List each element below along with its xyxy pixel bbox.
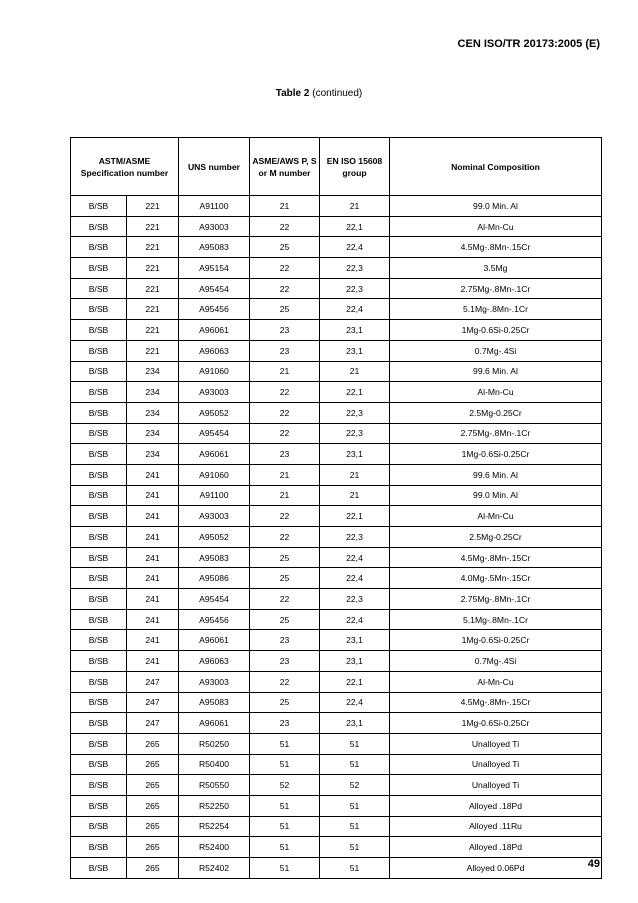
cell-en-group: 22,1 bbox=[320, 671, 390, 692]
cell-spec-prefix: B/SB bbox=[71, 589, 127, 610]
table-row bbox=[71, 733, 602, 754]
cell-spec-number: 241 bbox=[127, 485, 179, 506]
cell-en-group: 22,3 bbox=[320, 423, 390, 444]
table-row bbox=[71, 464, 602, 485]
cell-asme-aws: 22 bbox=[250, 278, 320, 299]
cell-uns: A96061 bbox=[179, 320, 250, 341]
header-en-iso-group: EN ISO 15608 group bbox=[320, 138, 390, 196]
cell-asme-aws: 21 bbox=[250, 361, 320, 382]
cell-nominal-composition: Alloyed .11Ru bbox=[390, 816, 602, 837]
table-body bbox=[71, 196, 602, 879]
cell-asme-aws: 23 bbox=[250, 713, 320, 734]
cell-nominal-composition: Al-Mn-Cu bbox=[390, 506, 602, 527]
cell-en-group: 51 bbox=[320, 816, 390, 837]
cell-asme-aws: 52 bbox=[250, 775, 320, 796]
cell-spec-prefix: B/SB bbox=[71, 837, 127, 858]
cell-asme-aws: 22 bbox=[250, 216, 320, 237]
material-spec-table bbox=[70, 137, 602, 879]
cell-uns: R52400 bbox=[179, 837, 250, 858]
cell-asme-aws: 25 bbox=[250, 547, 320, 568]
cell-en-group: 22,4 bbox=[320, 237, 390, 258]
table-row bbox=[71, 237, 602, 258]
cell-asme-aws: 22 bbox=[250, 671, 320, 692]
cell-nominal-composition: 99.6 Min. Al bbox=[390, 464, 602, 485]
document-id: CEN ISO/TR 20173:2005 (E) bbox=[457, 38, 600, 50]
cell-spec-prefix: B/SB bbox=[71, 340, 127, 361]
cell-spec-prefix: B/SB bbox=[71, 444, 127, 465]
cell-spec-prefix: B/SB bbox=[71, 506, 127, 527]
cell-nominal-composition: Unalloyed Ti bbox=[390, 754, 602, 775]
cell-nominal-composition: 2.75Mg-.8Mn-.1Cr bbox=[390, 423, 602, 444]
cell-asme-aws: 25 bbox=[250, 692, 320, 713]
cell-nominal-composition: 4.5Mg-.8Mn-.15Cr bbox=[390, 547, 602, 568]
header-nominal-composition: Nominal Composition bbox=[390, 138, 602, 196]
cell-en-group: 22,3 bbox=[320, 278, 390, 299]
cell-spec-prefix: B/SB bbox=[71, 733, 127, 754]
cell-asme-aws: 51 bbox=[250, 816, 320, 837]
cell-nominal-composition: 2.5Mg-0.25Cr bbox=[390, 402, 602, 423]
cell-uns: A95454 bbox=[179, 589, 250, 610]
cell-uns: A95083 bbox=[179, 547, 250, 568]
cell-spec-number: 234 bbox=[127, 402, 179, 423]
page-number: 49 bbox=[587, 858, 600, 870]
table-row bbox=[71, 651, 602, 672]
cell-spec-number: 265 bbox=[127, 837, 179, 858]
cell-spec-prefix: B/SB bbox=[71, 630, 127, 651]
cell-en-group: 51 bbox=[320, 795, 390, 816]
cell-spec-number: 265 bbox=[127, 754, 179, 775]
cell-en-group: 21 bbox=[320, 361, 390, 382]
cell-spec-number: 234 bbox=[127, 361, 179, 382]
table-row bbox=[71, 485, 602, 506]
cell-spec-number: 265 bbox=[127, 775, 179, 796]
cell-en-group: 22,3 bbox=[320, 589, 390, 610]
cell-asme-aws: 25 bbox=[250, 299, 320, 320]
cell-spec-prefix: B/SB bbox=[71, 464, 127, 485]
cell-spec-prefix: B/SB bbox=[71, 775, 127, 796]
cell-en-group: 22,4 bbox=[320, 299, 390, 320]
cell-spec-number: 241 bbox=[127, 506, 179, 527]
cell-spec-number: 221 bbox=[127, 237, 179, 258]
table-header-row bbox=[71, 138, 602, 196]
cell-spec-prefix: B/SB bbox=[71, 858, 127, 879]
table-caption bbox=[0, 88, 638, 99]
cell-en-group: 23,1 bbox=[320, 444, 390, 465]
table-row bbox=[71, 609, 602, 630]
cell-en-group: 23,1 bbox=[320, 630, 390, 651]
cell-spec-number: 241 bbox=[127, 527, 179, 548]
cell-spec-prefix: B/SB bbox=[71, 237, 127, 258]
cell-nominal-composition: Unalloyed Ti bbox=[390, 733, 602, 754]
cell-nominal-composition: Alloyed .18Pd bbox=[390, 795, 602, 816]
cell-spec-prefix: B/SB bbox=[71, 402, 127, 423]
cell-en-group: 22,4 bbox=[320, 547, 390, 568]
table-row bbox=[71, 775, 602, 796]
cell-spec-prefix: B/SB bbox=[71, 485, 127, 506]
cell-nominal-composition: Alloyed 0.06Pd bbox=[390, 858, 602, 879]
cell-asme-aws: 51 bbox=[250, 837, 320, 858]
table-row bbox=[71, 671, 602, 692]
table-row bbox=[71, 361, 602, 382]
table-row bbox=[71, 320, 602, 341]
cell-uns: A96061 bbox=[179, 444, 250, 465]
table-caption-label: Table 2 bbox=[275, 88, 310, 99]
table-row bbox=[71, 196, 602, 217]
cell-spec-number: 221 bbox=[127, 320, 179, 341]
cell-nominal-composition: Al-Mn-Cu bbox=[390, 671, 602, 692]
cell-en-group: 22,3 bbox=[320, 258, 390, 279]
cell-uns: A96063 bbox=[179, 651, 250, 672]
header-astm-spec: ASTM/ASME Specification number bbox=[71, 138, 179, 196]
cell-nominal-composition: 4.5Mg-.8Mn-.15Cr bbox=[390, 237, 602, 258]
table-row bbox=[71, 816, 602, 837]
cell-asme-aws: 51 bbox=[250, 733, 320, 754]
cell-spec-number: 241 bbox=[127, 547, 179, 568]
cell-uns: A95083 bbox=[179, 692, 250, 713]
table-row bbox=[71, 692, 602, 713]
table-row bbox=[71, 547, 602, 568]
cell-spec-prefix: B/SB bbox=[71, 795, 127, 816]
cell-en-group: 23,1 bbox=[320, 651, 390, 672]
cell-spec-number: 241 bbox=[127, 568, 179, 589]
cell-uns: A91060 bbox=[179, 361, 250, 382]
cell-spec-number: 221 bbox=[127, 299, 179, 320]
cell-uns: A95052 bbox=[179, 402, 250, 423]
cell-spec-prefix: B/SB bbox=[71, 547, 127, 568]
cell-nominal-composition: 1Mg-0.6Si-0.25Cr bbox=[390, 713, 602, 734]
cell-spec-prefix: B/SB bbox=[71, 320, 127, 341]
cell-spec-prefix: B/SB bbox=[71, 216, 127, 237]
cell-asme-aws: 51 bbox=[250, 795, 320, 816]
cell-nominal-composition: 0.7Mg-.4Si bbox=[390, 651, 602, 672]
cell-en-group: 22,4 bbox=[320, 692, 390, 713]
cell-spec-prefix: B/SB bbox=[71, 258, 127, 279]
cell-asme-aws: 25 bbox=[250, 568, 320, 589]
cell-uns: A95052 bbox=[179, 527, 250, 548]
cell-asme-aws: 22 bbox=[250, 382, 320, 403]
cell-asme-aws: 23 bbox=[250, 651, 320, 672]
cell-spec-number: 265 bbox=[127, 733, 179, 754]
cell-en-group: 22,3 bbox=[320, 402, 390, 423]
cell-uns: A95154 bbox=[179, 258, 250, 279]
table-row bbox=[71, 382, 602, 403]
cell-uns: A91100 bbox=[179, 485, 250, 506]
cell-asme-aws: 22 bbox=[250, 527, 320, 548]
cell-spec-prefix: B/SB bbox=[71, 423, 127, 444]
cell-uns: A95454 bbox=[179, 423, 250, 444]
cell-en-group: 23,1 bbox=[320, 340, 390, 361]
table-row bbox=[71, 444, 602, 465]
cell-asme-aws: 23 bbox=[250, 340, 320, 361]
cell-spec-prefix: B/SB bbox=[71, 671, 127, 692]
cell-en-group: 23,1 bbox=[320, 713, 390, 734]
cell-spec-prefix: B/SB bbox=[71, 713, 127, 734]
cell-nominal-composition: 2.75Mg-.8Mn-.1Cr bbox=[390, 278, 602, 299]
cell-en-group: 22,3 bbox=[320, 527, 390, 548]
cell-nominal-composition: 1Mg-0.6Si-0.25Cr bbox=[390, 630, 602, 651]
cell-asme-aws: 23 bbox=[250, 320, 320, 341]
cell-en-group: 51 bbox=[320, 837, 390, 858]
cell-en-group: 52 bbox=[320, 775, 390, 796]
cell-en-group: 51 bbox=[320, 754, 390, 775]
cell-nominal-composition: Alloyed .18Pd bbox=[390, 837, 602, 858]
cell-spec-prefix: B/SB bbox=[71, 754, 127, 775]
cell-spec-number: 241 bbox=[127, 464, 179, 485]
cell-uns: A93003 bbox=[179, 671, 250, 692]
cell-nominal-composition: 4.0Mg-.5Mn-.15Cr bbox=[390, 568, 602, 589]
cell-nominal-composition: 1Mg-0.6Si-0.25Cr bbox=[390, 444, 602, 465]
cell-spec-prefix: B/SB bbox=[71, 382, 127, 403]
table-row bbox=[71, 340, 602, 361]
cell-en-group: 22,1 bbox=[320, 216, 390, 237]
cell-spec-prefix: B/SB bbox=[71, 361, 127, 382]
cell-spec-number: 221 bbox=[127, 340, 179, 361]
cell-nominal-composition: 2.75Mg-.8Mn-.1Cr bbox=[390, 589, 602, 610]
cell-asme-aws: 23 bbox=[250, 444, 320, 465]
cell-uns: R52402 bbox=[179, 858, 250, 879]
cell-asme-aws: 25 bbox=[250, 609, 320, 630]
cell-nominal-composition: 99.6 Min. Al bbox=[390, 361, 602, 382]
cell-spec-prefix: B/SB bbox=[71, 609, 127, 630]
cell-spec-number: 221 bbox=[127, 216, 179, 237]
cell-uns: A96063 bbox=[179, 340, 250, 361]
cell-uns: A96061 bbox=[179, 713, 250, 734]
cell-en-group: 21 bbox=[320, 196, 390, 217]
cell-uns: R50250 bbox=[179, 733, 250, 754]
cell-nominal-composition: 99.0 Min. Al bbox=[390, 196, 602, 217]
cell-asme-aws: 25 bbox=[250, 237, 320, 258]
table-row bbox=[71, 713, 602, 734]
cell-asme-aws: 22 bbox=[250, 258, 320, 279]
cell-spec-prefix: B/SB bbox=[71, 527, 127, 548]
cell-spec-number: 265 bbox=[127, 816, 179, 837]
header-uns-number: UNS number bbox=[179, 138, 250, 196]
cell-asme-aws: 21 bbox=[250, 464, 320, 485]
cell-en-group: 22,4 bbox=[320, 568, 390, 589]
cell-nominal-composition: 2.5Mg-0.25Cr bbox=[390, 527, 602, 548]
cell-nominal-composition: Al-Mn-Cu bbox=[390, 382, 602, 403]
cell-asme-aws: 21 bbox=[250, 485, 320, 506]
table-row bbox=[71, 258, 602, 279]
cell-uns: A95086 bbox=[179, 568, 250, 589]
cell-en-group: 22,1 bbox=[320, 506, 390, 527]
cell-spec-number: 241 bbox=[127, 609, 179, 630]
cell-en-group: 51 bbox=[320, 858, 390, 879]
cell-spec-number: 241 bbox=[127, 630, 179, 651]
cell-asme-aws: 21 bbox=[250, 196, 320, 217]
cell-spec-number: 247 bbox=[127, 692, 179, 713]
table-row bbox=[71, 754, 602, 775]
cell-uns: A95083 bbox=[179, 237, 250, 258]
cell-uns: R52254 bbox=[179, 816, 250, 837]
cell-nominal-composition: 1Mg-0.6Si-0.25Cr bbox=[390, 320, 602, 341]
header-asme-aws-number: ASME/AWS P, S or M number bbox=[250, 138, 320, 196]
cell-spec-prefix: B/SB bbox=[71, 278, 127, 299]
cell-uns: A95454 bbox=[179, 278, 250, 299]
cell-uns: A91100 bbox=[179, 196, 250, 217]
cell-uns: A95456 bbox=[179, 299, 250, 320]
table-row bbox=[71, 630, 602, 651]
table-row bbox=[71, 795, 602, 816]
cell-uns: A95456 bbox=[179, 609, 250, 630]
cell-spec-number: 265 bbox=[127, 858, 179, 879]
cell-spec-number: 221 bbox=[127, 258, 179, 279]
table-row bbox=[71, 837, 602, 858]
cell-spec-prefix: B/SB bbox=[71, 692, 127, 713]
cell-asme-aws: 22 bbox=[250, 402, 320, 423]
cell-spec-prefix: B/SB bbox=[71, 568, 127, 589]
cell-spec-number: 234 bbox=[127, 382, 179, 403]
cell-asme-aws: 51 bbox=[250, 754, 320, 775]
cell-spec-number: 234 bbox=[127, 423, 179, 444]
cell-nominal-composition: Al-Mn-Cu bbox=[390, 216, 602, 237]
cell-nominal-composition: 0.7Mg-.4Si bbox=[390, 340, 602, 361]
cell-nominal-composition: 4.5Mg-.8Mn-.15Cr bbox=[390, 692, 602, 713]
cell-uns: A91060 bbox=[179, 464, 250, 485]
cell-asme-aws: 22 bbox=[250, 506, 320, 527]
cell-spec-prefix: B/SB bbox=[71, 196, 127, 217]
cell-spec-prefix: B/SB bbox=[71, 651, 127, 672]
cell-en-group: 51 bbox=[320, 733, 390, 754]
cell-spec-number: 221 bbox=[127, 196, 179, 217]
cell-asme-aws: 22 bbox=[250, 423, 320, 444]
table-row bbox=[71, 527, 602, 548]
cell-spec-number: 247 bbox=[127, 671, 179, 692]
cell-spec-number: 234 bbox=[127, 444, 179, 465]
cell-en-group: 22,4 bbox=[320, 609, 390, 630]
cell-asme-aws: 22 bbox=[250, 589, 320, 610]
table-row bbox=[71, 216, 602, 237]
cell-spec-prefix: B/SB bbox=[71, 299, 127, 320]
cell-asme-aws: 51 bbox=[250, 858, 320, 879]
cell-asme-aws: 23 bbox=[250, 630, 320, 651]
table-row bbox=[71, 402, 602, 423]
cell-spec-number: 265 bbox=[127, 795, 179, 816]
cell-spec-number: 247 bbox=[127, 713, 179, 734]
cell-en-group: 21 bbox=[320, 464, 390, 485]
cell-uns: R50400 bbox=[179, 754, 250, 775]
cell-spec-number: 241 bbox=[127, 651, 179, 672]
cell-uns: A93003 bbox=[179, 506, 250, 527]
table-row bbox=[71, 589, 602, 610]
cell-spec-number: 221 bbox=[127, 278, 179, 299]
cell-en-group: 23,1 bbox=[320, 320, 390, 341]
cell-spec-number: 241 bbox=[127, 589, 179, 610]
cell-en-group: 22,1 bbox=[320, 382, 390, 403]
cell-uns: A93003 bbox=[179, 216, 250, 237]
table-row bbox=[71, 506, 602, 527]
table-row bbox=[71, 278, 602, 299]
cell-uns: A96061 bbox=[179, 630, 250, 651]
table-row bbox=[71, 858, 602, 879]
table-row bbox=[71, 568, 602, 589]
cell-uns: A93003 bbox=[179, 382, 250, 403]
cell-uns: R50550 bbox=[179, 775, 250, 796]
table-caption-suffix: (continued) bbox=[312, 88, 363, 99]
cell-nominal-composition: Unalloyed Ti bbox=[390, 775, 602, 796]
cell-nominal-composition: 3.5Mg bbox=[390, 258, 602, 279]
table-row bbox=[71, 423, 602, 444]
cell-spec-prefix: B/SB bbox=[71, 816, 127, 837]
table-row bbox=[71, 299, 602, 320]
cell-nominal-composition: 5.1Mg-.8Mn-.1Cr bbox=[390, 299, 602, 320]
cell-nominal-composition: 5.1Mg-.8Mn-.1Cr bbox=[390, 609, 602, 630]
cell-uns: R52250 bbox=[179, 795, 250, 816]
cell-nominal-composition: 99.0 Min. Al bbox=[390, 485, 602, 506]
cell-en-group: 21 bbox=[320, 485, 390, 506]
